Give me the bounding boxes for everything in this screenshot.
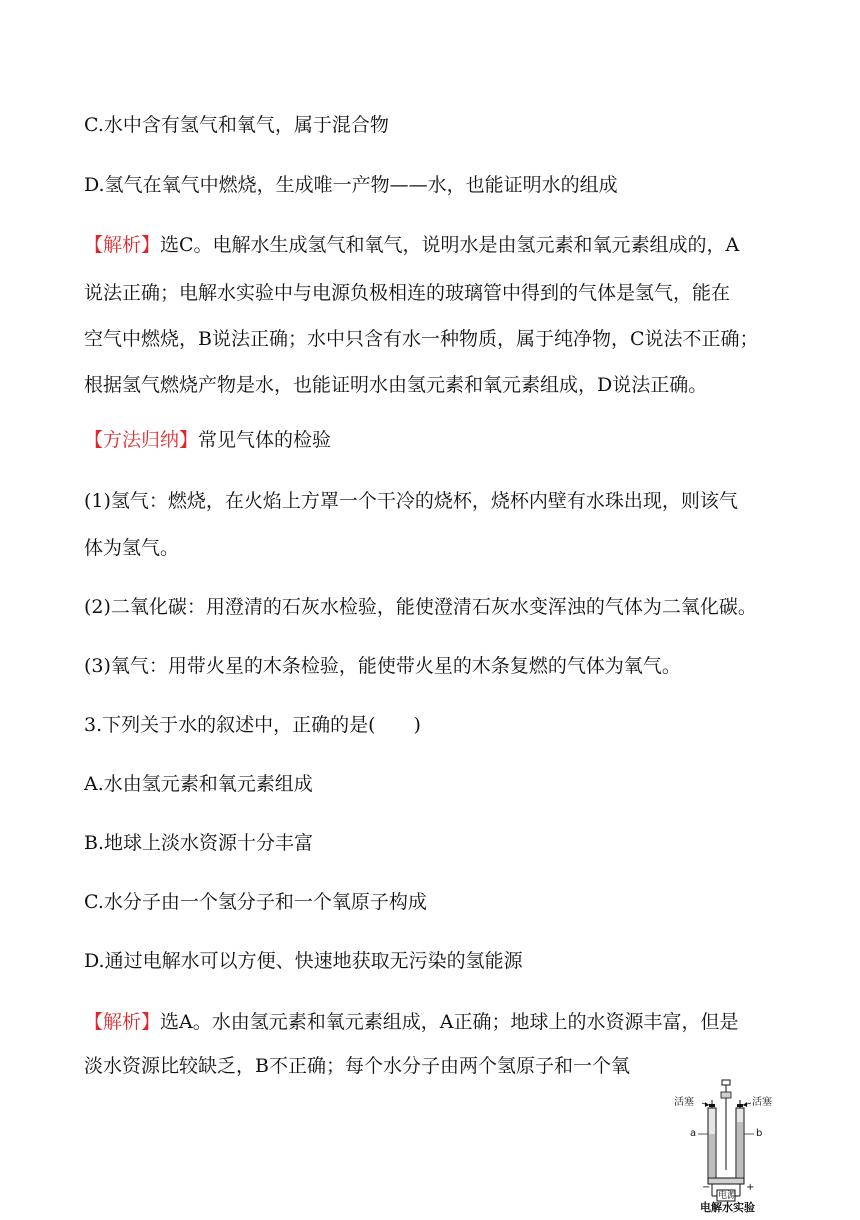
- option-b-q3: B.地球上淡水资源十分丰富: [84, 832, 314, 854]
- electrolysis-figure: [672, 1078, 782, 1216]
- analysis-q2-line-4: 根据氢气燃烧产物是水，也能证明水由氢元素和氧元素组成，D说法正确。: [84, 374, 708, 396]
- right-valve-label: 活塞: [752, 1097, 772, 1108]
- analysis-text: 选A。水由氢元素和氧元素组成，A正确；地球上的水资源丰富，但是: [160, 1011, 739, 1033]
- analysis-q2-line-2: 说法正确；电解水实验中与电源负极相连的玻璃管中得到的气体是氢气，能在: [84, 282, 731, 304]
- analysis-q3-line-2: 淡水资源比较缺乏，B不正确；每个水分子由两个氢原子和一个氧: [84, 1055, 630, 1077]
- option-d-q3: D.通过电解水可以方便、快速地获取无污染的氢能源: [84, 950, 523, 972]
- negative-terminal-label: −: [702, 1182, 711, 1193]
- left-valve-label: 活塞: [674, 1097, 694, 1108]
- option-d-q2: D.氢气在氧气中燃烧，生成唯一产物——水，也能证明水的组成: [84, 174, 618, 196]
- figure-caption: 电解水实验: [700, 1201, 755, 1214]
- option-c-q3: C.水分子由一个氢分子和一个氧原子构成: [84, 891, 427, 913]
- method-item-3: (3)氧气：用带火星的木条检验，能使带火星的木条复燃的气体为氧气。: [84, 655, 681, 677]
- tube-b-label: b: [756, 1128, 763, 1139]
- option-a-q3: A.水由氢元素和氧元素组成: [84, 773, 313, 795]
- analysis-q2-line-3: 空气中燃烧，B说法正确；水中只含有水一种物质，属于纯净物，C说法不正确；: [84, 328, 759, 350]
- analysis-tag: 【解析】: [84, 234, 161, 256]
- option-c-q2: C.水中含有氢气和氧气，属于混合物: [84, 114, 389, 136]
- analysis-q2-line-1: [84, 232, 739, 258]
- method-tag: 【方法归纳】: [84, 429, 199, 451]
- positive-terminal-label: +: [746, 1182, 755, 1193]
- analysis-q3-line-1: [84, 1009, 738, 1035]
- method-item-1-line-2: 体为氢气。: [84, 537, 180, 559]
- tube-a-label: a: [690, 1128, 697, 1139]
- power-supply-label: 电源: [718, 1191, 737, 1201]
- method-item-2: (2)二氧化碳：用澄清的石灰水检验，能使澄清石灰水变浑浊的气体为二氧化碳。: [84, 596, 757, 618]
- method-title: 常见气体的检验: [198, 429, 332, 451]
- question-3-stem: 3.下列关于水的叙述中，正确的是( ): [84, 714, 421, 736]
- analysis-tag: 【解析】: [84, 1011, 161, 1033]
- method-summary-heading: [84, 427, 331, 453]
- analysis-text: 选C。电解水生成氢气和氧气，说明水是由氢元素和氧元素组成的，A: [160, 234, 740, 256]
- method-item-1-line-1: (1)氢气：燃烧，在火焰上方罩一个干冷的烧杯，烧杯内壁有水珠出现，则该气: [84, 490, 738, 512]
